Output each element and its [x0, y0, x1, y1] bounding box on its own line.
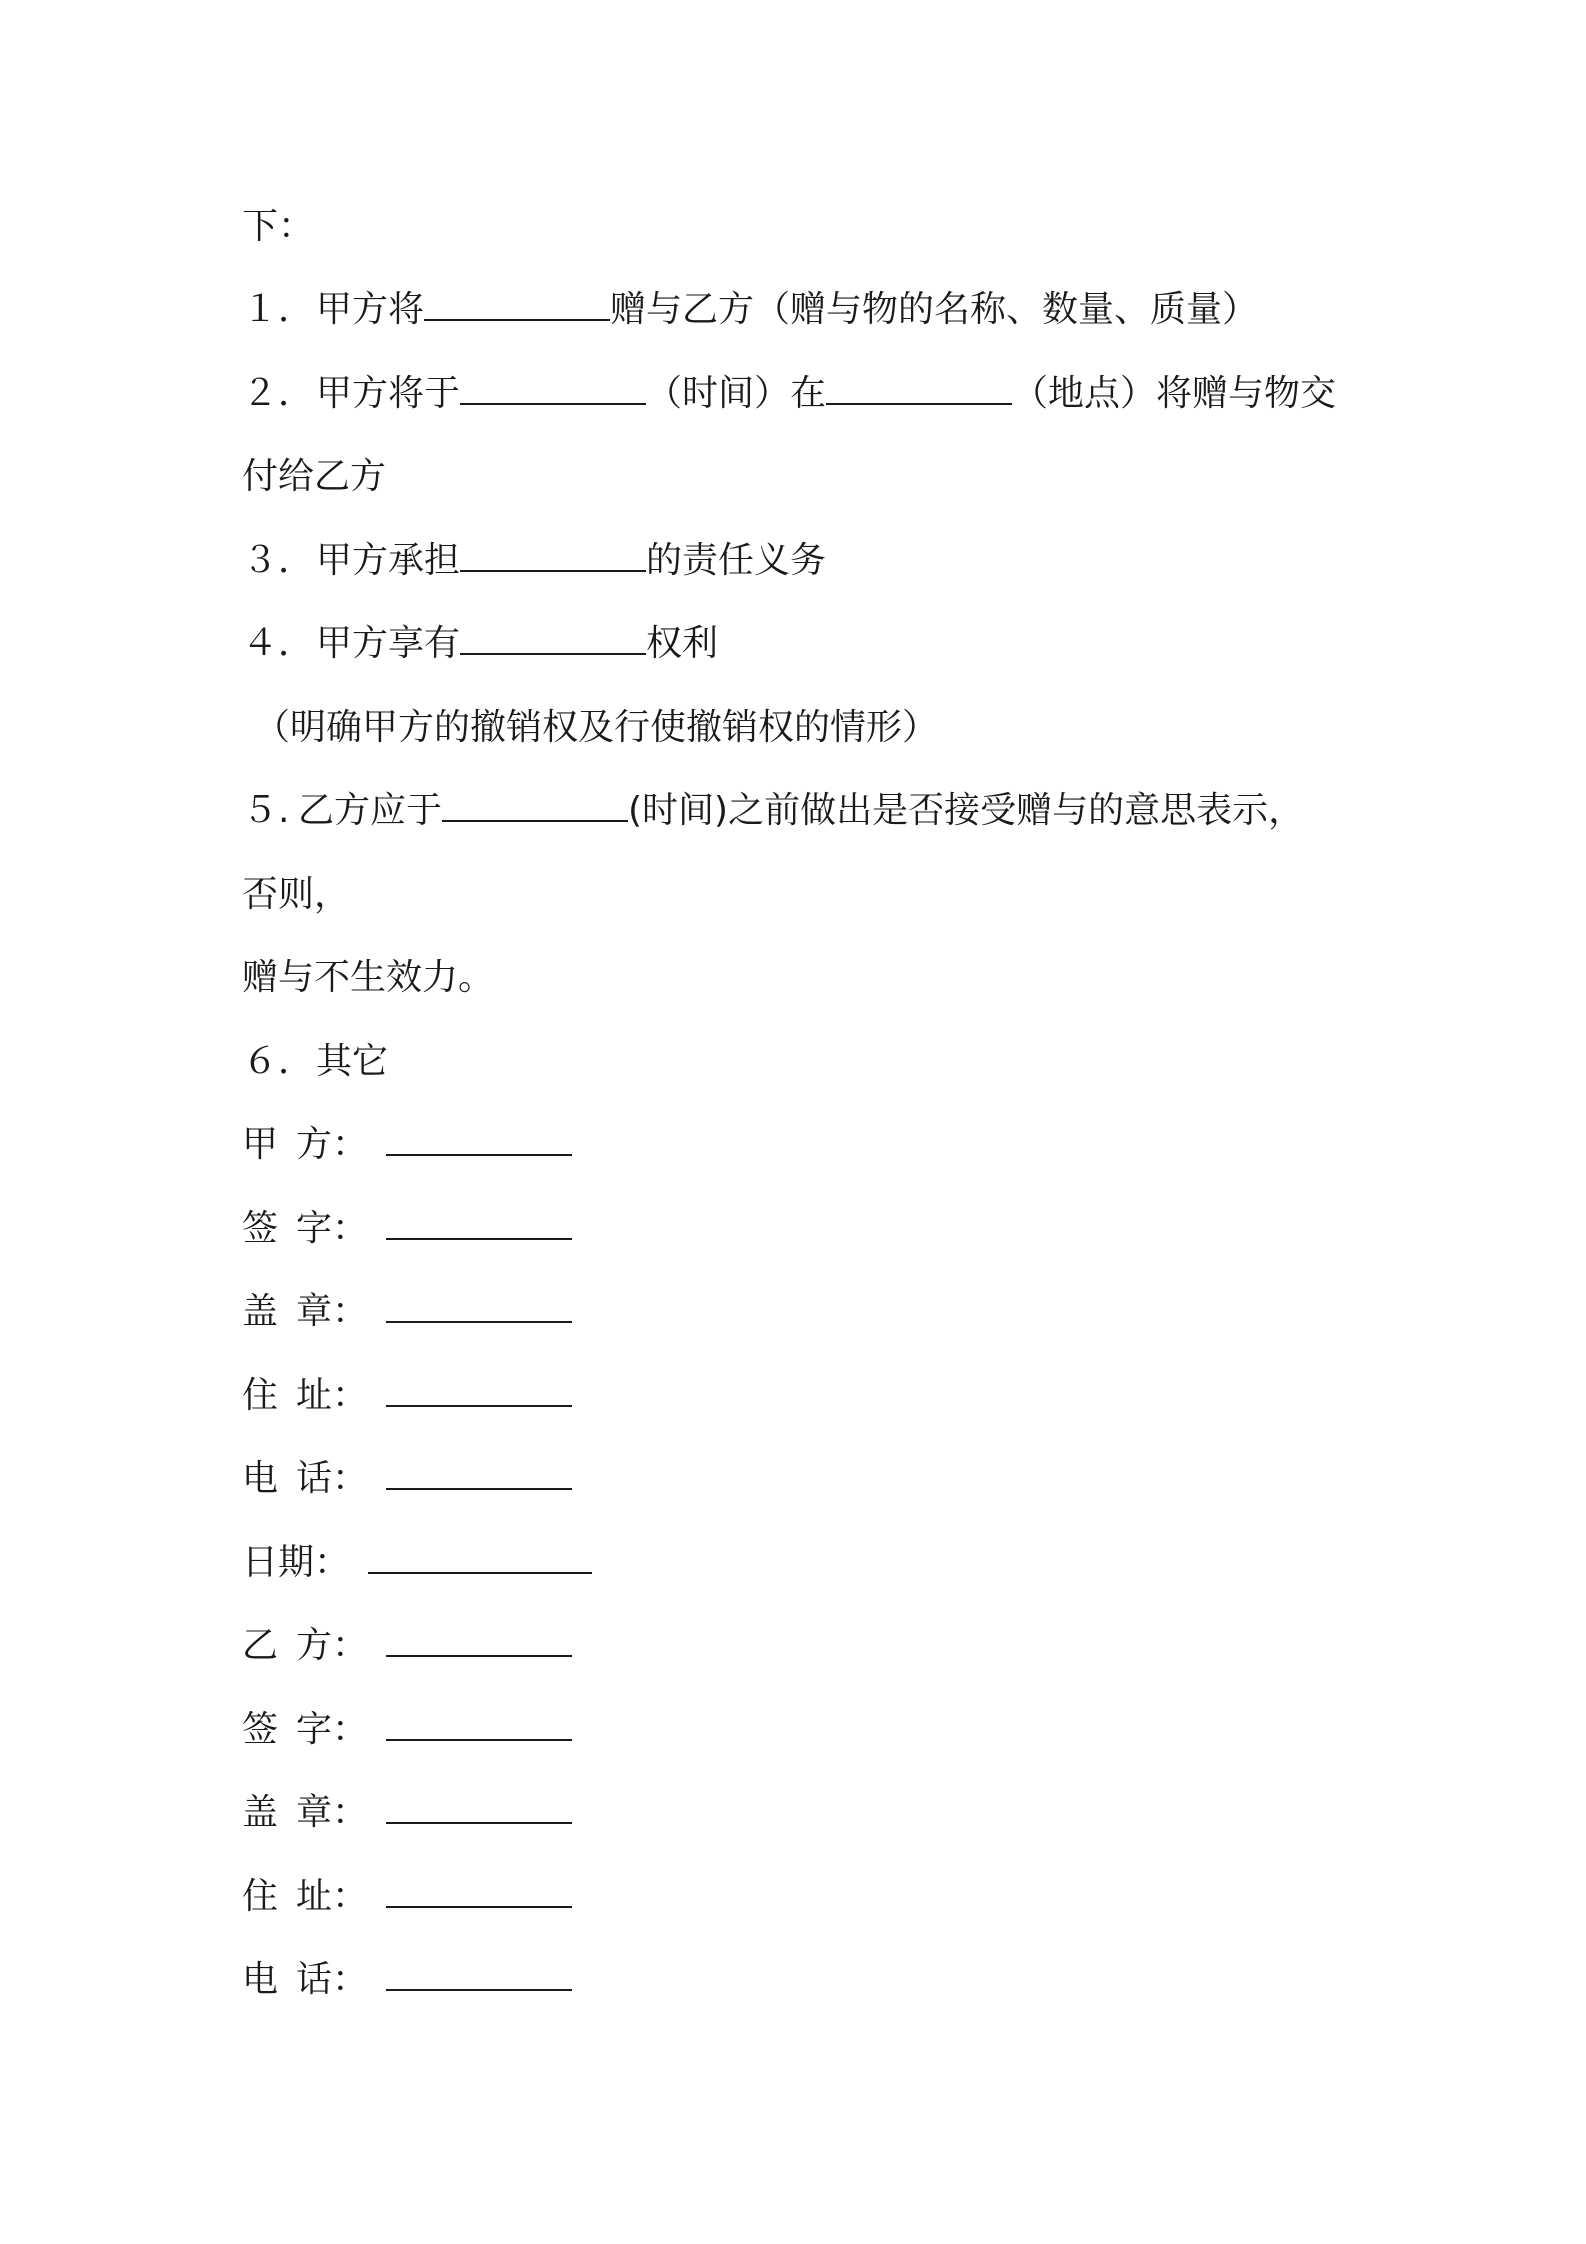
party-b-seal-field[interactable] [386, 1786, 572, 1824]
clause-4-text-a: 甲方享有 [316, 623, 461, 664]
clause-4 [242, 616, 718, 672]
party-a-sign-label-2: 字： [296, 1208, 369, 1249]
party-a-address-label-1: 住 [242, 1375, 279, 1416]
party-b-sign-row [242, 1702, 572, 1758]
party-b-party-field[interactable] [386, 1619, 572, 1657]
clause-4-blank[interactable] [460, 617, 646, 655]
clause-4-number: ４． [242, 623, 315, 664]
clause-2-text-c: （地点）将赠与物交 [1012, 373, 1337, 414]
party-a-date-field[interactable] [368, 1536, 592, 1574]
clause-5-blank[interactable] [442, 784, 628, 822]
clause-5-text-b: (时间)之前做出是否接受赠与的意思表示， [628, 790, 1305, 831]
clause-5-continued-2 [242, 950, 494, 1006]
clause-3-text-b: 的责任义务 [646, 540, 827, 581]
party-a-address-label-2: 址： [296, 1375, 369, 1416]
clause-2-time-blank[interactable] [460, 367, 646, 405]
party-b-sign-label-2: 字： [296, 1709, 369, 1750]
party-a-address-field[interactable] [386, 1369, 572, 1407]
party-b-sign-field[interactable] [386, 1703, 572, 1741]
party-b-address-label-1: 住 [242, 1876, 279, 1917]
party-b-phone-field[interactable] [386, 1953, 572, 1991]
clause-5-continued-1 [242, 867, 350, 923]
party-a-address-row [242, 1368, 572, 1424]
clause-2-continued-text: 付给乙方 [242, 456, 387, 497]
clause-5-continued-1-text: 否则， [242, 874, 351, 915]
party-b-seal-label-1: 盖 [242, 1792, 279, 1833]
clause-5-continued-2-text: 赠与不生效力。 [242, 957, 495, 998]
clause-3-text-a: 甲方承担 [316, 540, 461, 581]
party-b-party-row [242, 1618, 572, 1674]
party-b-address-field[interactable] [386, 1870, 572, 1908]
party-a-seal-label-1: 盖 [242, 1291, 279, 1332]
clause-1-text-a: 甲方将 [316, 289, 425, 330]
clause-1-text-b: 赠与乙方（赠与物的名称、数量、质量） [610, 289, 1259, 330]
party-a-party-label-2: 方： [296, 1124, 369, 1165]
clause-2-number: ２． [242, 373, 315, 414]
party-b-address-label-2: 址： [296, 1876, 369, 1917]
clause-6-number: ６． [242, 1041, 315, 1082]
clause-3-number: ３． [242, 540, 315, 581]
clause-1 [242, 282, 1258, 338]
party-a-sign-label-1: 签 [242, 1208, 279, 1249]
intro-tail [242, 199, 314, 255]
clause-4-note-text: （明确甲方的撤销权及行使撤销权的情形） [254, 707, 939, 748]
party-a-phone-row [242, 1451, 572, 1507]
clause-3 [242, 533, 826, 589]
party-b-phone-row [242, 1952, 572, 2008]
party-b-address-row [242, 1869, 572, 1925]
party-b-seal-row [242, 1785, 572, 1841]
party-a-phone-label-1: 电 [242, 1458, 279, 1499]
party-b-party-label-2: 方： [296, 1625, 369, 1666]
clause-5-number: ５. [242, 790, 290, 831]
clause-6 [242, 1034, 388, 1090]
party-a-party-field[interactable] [386, 1118, 572, 1156]
party-b-seal-label-2: 章： [296, 1792, 369, 1833]
clause-2-place-blank[interactable] [826, 367, 1012, 405]
clause-5 [242, 783, 1304, 839]
party-a-date-label: 日期： [242, 1542, 351, 1583]
party-a-phone-field[interactable] [386, 1452, 572, 1490]
clause-2-text-a: 甲方将于 [316, 373, 461, 414]
clause-5-text-a: 乙方应于 [298, 790, 443, 831]
clause-4-note [242, 700, 938, 756]
party-a-seal-row [242, 1284, 572, 1340]
party-a-seal-field[interactable] [386, 1285, 572, 1323]
clause-2-continued [242, 449, 386, 505]
clause-1-blank[interactable] [424, 283, 610, 321]
party-a-party-row [242, 1117, 572, 1173]
clause-4-text-b: 权利 [646, 623, 719, 664]
clause-6-text-a: 其它 [316, 1041, 389, 1082]
party-a-sign-field[interactable] [386, 1202, 572, 1240]
party-a-party-label-1: 甲 [242, 1124, 279, 1165]
clause-3-blank[interactable] [460, 534, 646, 572]
clause-2-text-b: （时间）在 [646, 373, 827, 414]
clause-2 [242, 366, 1336, 422]
party-a-date-row [242, 1535, 592, 1591]
party-b-phone-label-2: 话： [296, 1959, 369, 2000]
intro-tail-text: 下： [242, 206, 315, 247]
party-a-seal-label-2: 章： [296, 1291, 369, 1332]
party-a-sign-row [242, 1201, 572, 1257]
party-b-party-label-1: 乙 [242, 1625, 279, 1666]
party-a-phone-label-2: 话： [296, 1458, 369, 1499]
party-b-sign-label-1: 签 [242, 1709, 279, 1750]
clause-1-number: １． [242, 289, 315, 330]
party-b-phone-label-1: 电 [242, 1959, 279, 2000]
